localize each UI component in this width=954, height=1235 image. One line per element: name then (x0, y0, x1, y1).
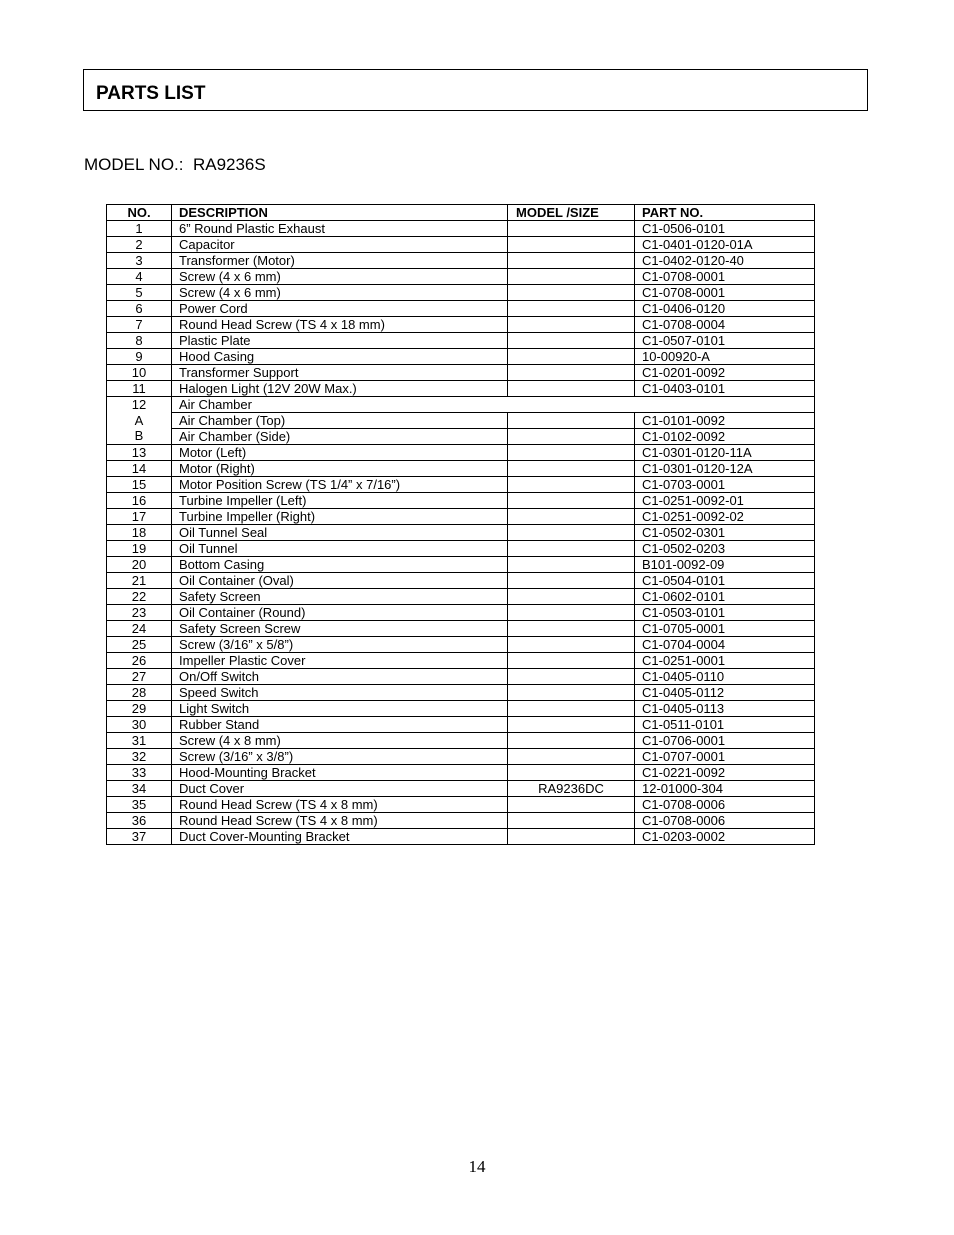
cell-no: 11 (107, 381, 172, 397)
cell-part-no: C1-0502-0203 (635, 541, 815, 557)
cell-model-size (508, 317, 635, 333)
cell-no: 2 (107, 237, 172, 253)
table-row (107, 701, 815, 717)
cell-model-size (508, 237, 635, 253)
cell-description: Round Head Screw (TS 4 x 8 mm) (172, 797, 508, 813)
cell-description: Oil Container (Oval) (172, 573, 508, 589)
cell-part-no: C1-0708-0004 (635, 317, 815, 333)
cell-description: Light Switch (172, 701, 508, 717)
cell-model-size (508, 573, 635, 589)
cell-part-no: C1-0201-0092 (635, 365, 815, 381)
table-row (107, 365, 815, 381)
cell-model-size (508, 525, 635, 541)
cell-part-no: C1-0504-0101 (635, 573, 815, 589)
cell-part-no: C1-0221-0092 (635, 765, 815, 781)
cell-no: 3 (107, 253, 172, 269)
table-row (107, 317, 815, 333)
cell-model-size (508, 333, 635, 349)
cell-model-size (508, 349, 635, 365)
cell-part-no: C1-0401-0120-01A (635, 237, 815, 253)
cell-model-size (508, 509, 635, 525)
cell-no: 17 (107, 509, 172, 525)
page-number: 14 (468, 1157, 486, 1176)
cell-model-size (508, 589, 635, 605)
parts-table (106, 204, 815, 845)
cell-part-no: C1-0406-0120 (635, 301, 815, 317)
cell-part-no: C1-0708-0001 (635, 285, 815, 301)
cell-no: 30 (107, 717, 172, 733)
cell-no: 35 (107, 797, 172, 813)
cell-no: 15 (107, 477, 172, 493)
cell-description: Hood Casing (172, 349, 508, 365)
table-row (107, 733, 815, 749)
cell-description: Air Chamber (Side) (172, 429, 508, 445)
cell-description: Air Chamber (Top) (172, 413, 508, 429)
cell-model-size (508, 717, 635, 733)
title-box (83, 69, 868, 111)
cell-description: Impeller Plastic Cover (172, 653, 508, 669)
cell-description: Duct Cover-Mounting Bracket (172, 829, 508, 845)
cell-model-size (508, 813, 635, 829)
cell-model-size (508, 829, 635, 845)
table-row (107, 797, 815, 813)
cell-model-size (508, 301, 635, 317)
table-row (107, 621, 815, 637)
cell-description: Oil Tunnel (172, 541, 508, 557)
table-row (107, 429, 815, 445)
cell-model-size (508, 381, 635, 397)
cell-part-no: C1-0703-0001 (635, 477, 815, 493)
cell-model-size (508, 621, 635, 637)
table-header-row (107, 205, 815, 221)
cell-no: 19 (107, 541, 172, 557)
cell-part-no: C1-0708-0001 (635, 269, 815, 285)
cell-description: Screw (3/16” x 5/8”) (172, 637, 508, 653)
cell-part-no: C1-0405-0110 (635, 669, 815, 685)
cell-part-no: C1-0405-0113 (635, 701, 815, 717)
cell-no: 26 (107, 653, 172, 669)
cell-part-no: C1-0251-0001 (635, 653, 815, 669)
cell-no: 37 (107, 829, 172, 845)
cell-part-no: C1-0708-0006 (635, 797, 815, 813)
cell-description: Oil Container (Round) (172, 605, 508, 621)
table-row (107, 413, 815, 429)
table-row (107, 605, 815, 621)
table-row (107, 637, 815, 653)
cell-description: Plastic Plate (172, 333, 508, 349)
cell-part-no: B101-0092-09 (635, 557, 815, 573)
cell-no: 33 (107, 765, 172, 781)
cell-no: 21 (107, 573, 172, 589)
cell-model-size (508, 733, 635, 749)
cell-no: 9 (107, 349, 172, 365)
cell-description: Safety Screen (172, 589, 508, 605)
table-row (107, 525, 815, 541)
table-row (107, 509, 815, 525)
table-row (107, 333, 815, 349)
cell-description: Air Chamber (172, 397, 815, 413)
cell-description: Screw (4 x 6 mm) (172, 269, 508, 285)
table-row (107, 221, 815, 237)
cell-model-size: RA9236DC (508, 781, 635, 797)
cell-part-no: C1-0251-0092-01 (635, 493, 815, 509)
cell-no: 29 (107, 701, 172, 717)
cell-part-no: C1-0101-0092 (635, 413, 815, 429)
cell-no: 34 (107, 781, 172, 797)
table-row (107, 301, 815, 317)
table-row (107, 557, 815, 573)
column-header-description: DESCRIPTION (172, 205, 508, 221)
table-row (107, 397, 815, 413)
cell-no: 6 (107, 301, 172, 317)
cell-description: Turbine Impeller (Left) (172, 493, 508, 509)
cell-no: 7 (107, 317, 172, 333)
cell-model-size (508, 653, 635, 669)
cell-model-size (508, 685, 635, 701)
table-row (107, 381, 815, 397)
cell-part-no: C1-0507-0101 (635, 333, 815, 349)
cell-part-no: C1-0405-0112 (635, 685, 815, 701)
cell-no: 1 (107, 221, 172, 237)
cell-description: Speed Switch (172, 685, 508, 701)
cell-no: 4 (107, 269, 172, 285)
cell-description: Capacitor (172, 237, 508, 253)
cell-model-size (508, 797, 635, 813)
cell-no: 27 (107, 669, 172, 685)
cell-no: 18 (107, 525, 172, 541)
cell-description: Round Head Screw (TS 4 x 8 mm) (172, 813, 508, 829)
cell-description: Motor (Right) (172, 461, 508, 477)
table-row (107, 541, 815, 557)
cell-part-no: C1-0708-0006 (635, 813, 815, 829)
cell-no: 8 (107, 333, 172, 349)
cell-model-size (508, 269, 635, 285)
model-value: RA9236S (192, 155, 266, 174)
column-header-model-size: MODEL /SIZE (508, 205, 635, 221)
cell-part-no: 12-01000-304 (635, 781, 815, 797)
cell-part-no: C1-0506-0101 (635, 221, 815, 237)
cell-description: On/Off Switch (172, 669, 508, 685)
cell-part-no: C1-0502-0301 (635, 525, 815, 541)
cell-description: Screw (3/16” x 3/8”) (172, 749, 508, 765)
table-row (107, 477, 815, 493)
table-row (107, 717, 815, 733)
page-title: PARTS LIST (96, 83, 206, 104)
cell-part-no: C1-0706-0001 (635, 733, 815, 749)
cell-model-size (508, 541, 635, 557)
cell-description: Safety Screen Screw (172, 621, 508, 637)
model-number-line (84, 155, 266, 175)
cell-no: B (107, 429, 172, 445)
cell-part-no: C1-0301-0120-11A (635, 445, 815, 461)
cell-no: 23 (107, 605, 172, 621)
cell-part-no: C1-0511-0101 (635, 717, 815, 733)
cell-no: 25 (107, 637, 172, 653)
cell-no: 10 (107, 365, 172, 381)
column-header-no: NO. (107, 205, 172, 221)
table-row (107, 781, 815, 797)
cell-part-no: C1-0705-0001 (635, 621, 815, 637)
cell-description: Round Head Screw (TS 4 x 18 mm) (172, 317, 508, 333)
cell-model-size (508, 253, 635, 269)
cell-no: 5 (107, 285, 172, 301)
table-row (107, 589, 815, 605)
cell-part-no: C1-0403-0101 (635, 381, 815, 397)
cell-no: 14 (107, 461, 172, 477)
cell-description: Turbine Impeller (Right) (172, 509, 508, 525)
cell-part-no: C1-0102-0092 (635, 429, 815, 445)
table-row (107, 461, 815, 477)
parts-table-body (107, 221, 815, 845)
table-row (107, 653, 815, 669)
cell-model-size (508, 477, 635, 493)
cell-part-no: C1-0707-0001 (635, 749, 815, 765)
cell-model-size (508, 413, 635, 429)
cell-model-size (508, 605, 635, 621)
cell-part-no: C1-0251-0092-02 (635, 509, 815, 525)
cell-model-size (508, 669, 635, 685)
cell-no: 13 (107, 445, 172, 461)
cell-part-no: C1-0301-0120-12A (635, 461, 815, 477)
cell-model-size (508, 765, 635, 781)
cell-model-size (508, 221, 635, 237)
table-row (107, 749, 815, 765)
cell-description: Oil Tunnel Seal (172, 525, 508, 541)
cell-description: Bottom Casing (172, 557, 508, 573)
table-row (107, 269, 815, 285)
cell-model-size (508, 445, 635, 461)
cell-part-no: C1-0203-0002 (635, 829, 815, 845)
cell-part-no: C1-0704-0004 (635, 637, 815, 653)
cell-part-no: C1-0402-0120-40 (635, 253, 815, 269)
table-row (107, 237, 815, 253)
cell-description: Motor Position Screw (TS 1/4” x 7/16”) (172, 477, 508, 493)
column-header-part-no: PART NO. (635, 205, 815, 221)
cell-no: 36 (107, 813, 172, 829)
cell-model-size (508, 365, 635, 381)
table-row (107, 765, 815, 781)
cell-description: Duct Cover (172, 781, 508, 797)
cell-description: Hood-Mounting Bracket (172, 765, 508, 781)
table-row (107, 349, 815, 365)
cell-model-size (508, 429, 635, 445)
table-row (107, 685, 815, 701)
cell-part-no: C1-0602-0101 (635, 589, 815, 605)
table-row (107, 493, 815, 509)
cell-no: 31 (107, 733, 172, 749)
cell-description: Transformer Support (172, 365, 508, 381)
cell-description: Rubber Stand (172, 717, 508, 733)
cell-model-size (508, 493, 635, 509)
table-row (107, 445, 815, 461)
table-row (107, 285, 815, 301)
cell-description: Screw (4 x 6 mm) (172, 285, 508, 301)
table-row (107, 669, 815, 685)
cell-part-no: C1-0503-0101 (635, 605, 815, 621)
cell-description: Motor (Left) (172, 445, 508, 461)
table-row (107, 253, 815, 269)
cell-description: Power Cord (172, 301, 508, 317)
cell-model-size (508, 701, 635, 717)
cell-model-size (508, 749, 635, 765)
cell-model-size (508, 557, 635, 573)
cell-description: Transformer (Motor) (172, 253, 508, 269)
table-row (107, 813, 815, 829)
model-label: MODEL NO.: (84, 155, 184, 174)
cell-model-size (508, 461, 635, 477)
table-row (107, 829, 815, 845)
cell-model-size (508, 637, 635, 653)
cell-description: 6” Round Plastic Exhaust (172, 221, 508, 237)
table-row (107, 573, 815, 589)
cell-no: 20 (107, 557, 172, 573)
cell-no: A (107, 413, 172, 429)
cell-no: 28 (107, 685, 172, 701)
cell-no: 24 (107, 621, 172, 637)
cell-no: 22 (107, 589, 172, 605)
cell-description: Halogen Light (12V 20W Max.) (172, 381, 508, 397)
cell-model-size (508, 285, 635, 301)
cell-part-no: 10-00920-A (635, 349, 815, 365)
cell-description: Screw (4 x 8 mm) (172, 733, 508, 749)
cell-no: 12 (107, 397, 172, 413)
cell-no: 16 (107, 493, 172, 509)
cell-no: 32 (107, 749, 172, 765)
